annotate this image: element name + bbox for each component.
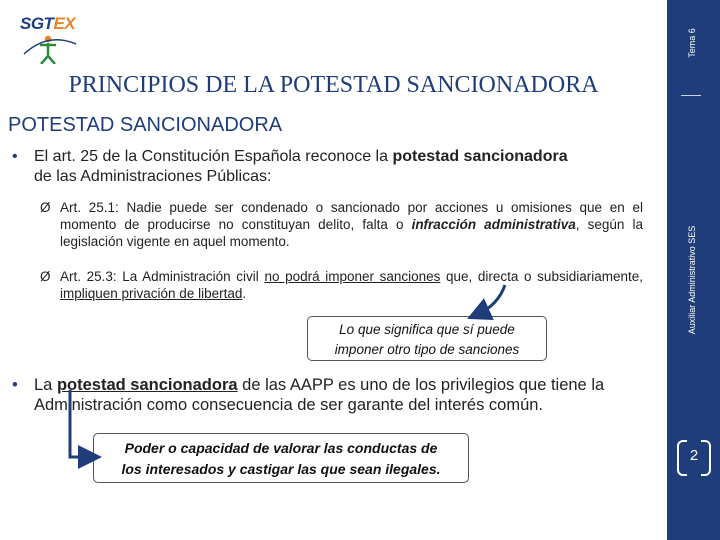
bullet-dot: •: [12, 148, 18, 165]
bullet-privilege: • La potestad sancionadora de las AAPP es uno de los privilegios que tiene la Administración como consecuencia de ser garante del interés común.: [12, 376, 605, 414]
section-title: POTESTAD SANCIONADORA: [8, 114, 283, 136]
sidebar-divider: [681, 95, 701, 96]
arrow-to-callout2: [70, 390, 90, 457]
bullet-constitution: • El art. 25 de la Constitución Española reconoce la potestad sancionadora de las Administraciones Públicas:: [12, 148, 568, 185]
callout-definition: Poder o capacidad de valorar las conductas de los interesados y castigar las que sean ilegales.: [93, 433, 469, 483]
course-label: Auxiliar Administrativo SES: [687, 225, 697, 335]
topic-label: Tema 6: [687, 28, 697, 58]
sidebar: [667, 0, 720, 540]
sub-bullet-art-25-1: Ø Art. 25.1: Nadie puede ser condenado o sancionado por acciones u omisiones que en el momento de producirse no constituyan delito, falta o infracción administrativa, según la legislación vigente en aquel momento.: [40, 200, 643, 249]
arrow-to-callout1: [478, 285, 505, 314]
sub-bullet-art-25-3: Ø Art. 25.3: La Administración civil no podrá imponer sanciones que, directa o subsidiariamente, impliquen privación de libertad.: [40, 269, 643, 301]
page-number: 2: [677, 440, 711, 474]
bullet-dot: •: [12, 376, 18, 394]
logo-text: SGTEX: [20, 14, 76, 33]
callout-other-sanctions: Lo que significa que sí puede imponer otro tipo de sanciones: [307, 316, 547, 361]
page-title: PRINCIPIOS DE LA POTESTAD SANCIONADORA: [68, 72, 599, 98]
arrow-bullet-icon: Ø: [40, 200, 51, 215]
arrow-bullet-icon: Ø: [40, 269, 51, 284]
